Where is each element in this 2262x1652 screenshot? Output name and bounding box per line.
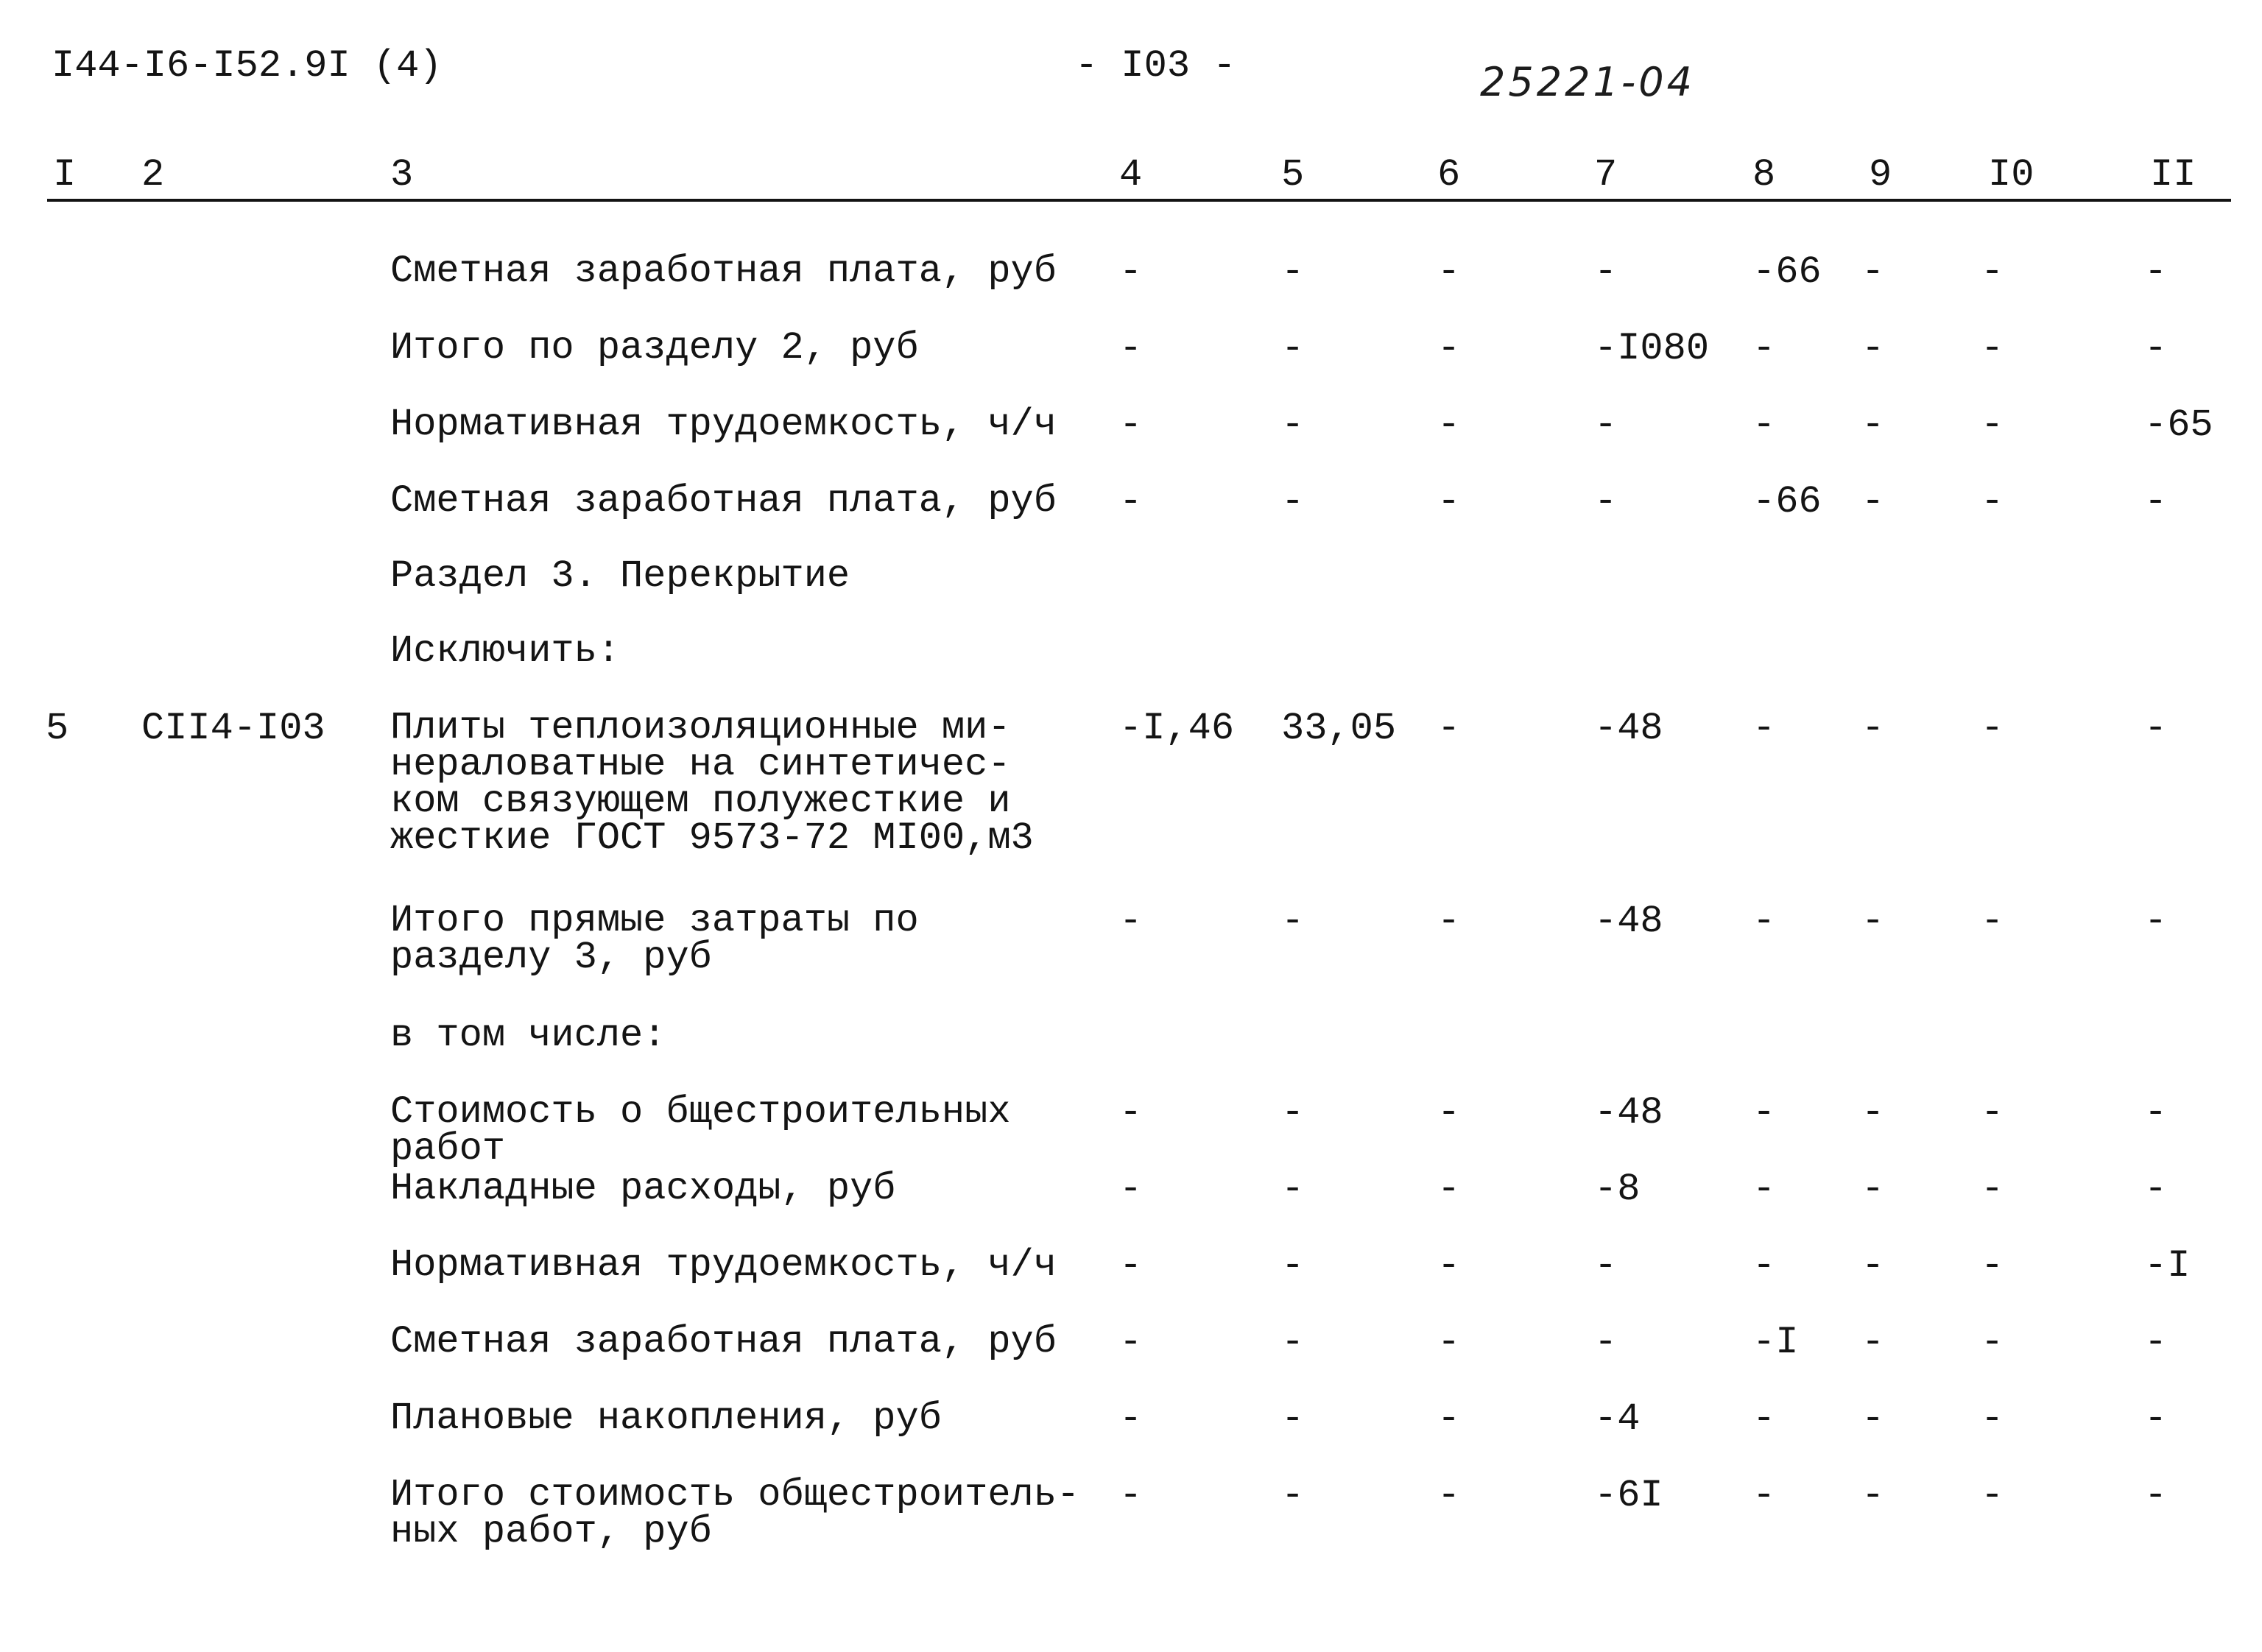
cell-c4: - bbox=[1119, 1321, 1143, 1364]
cell-c5: - bbox=[1281, 900, 1305, 943]
cell-c7: - bbox=[1594, 250, 1618, 294]
cell-c3: Раздел 3. Перекрытие bbox=[390, 554, 850, 598]
cell-c6: - bbox=[1437, 403, 1461, 447]
cell-c9: - bbox=[1861, 403, 1885, 447]
cell-c10: - bbox=[1981, 250, 2004, 294]
cell-c2: СII4-I03 bbox=[141, 707, 325, 750]
cell-c10: - bbox=[1981, 1244, 2004, 1288]
column-number-8: 8 bbox=[1752, 153, 1776, 197]
cell-c4: - bbox=[1119, 250, 1143, 294]
cell-c4: - bbox=[1119, 403, 1143, 447]
cell-c3: Нормативная трудоемкость, ч/ч bbox=[390, 1243, 1057, 1287]
cell-c10: - bbox=[1981, 900, 2004, 943]
column-number-9: 9 bbox=[1869, 153, 1892, 197]
cell-c9: - bbox=[1861, 707, 1885, 750]
cell-c3: Сметная заработная плата, руб bbox=[390, 479, 1057, 523]
cell-c8: - bbox=[1752, 1091, 1776, 1134]
cell-c7: - bbox=[1594, 403, 1618, 447]
column-number-3: 3 bbox=[390, 153, 414, 197]
cell-c4: - bbox=[1119, 900, 1143, 943]
cell-c4: - bbox=[1119, 1474, 1143, 1517]
cell-c11: - bbox=[2144, 480, 2168, 523]
column-number-1: I bbox=[53, 153, 77, 197]
cell-c7: - bbox=[1594, 1244, 1618, 1288]
cell-c3: Сметная заработная плата, руб bbox=[390, 250, 1057, 293]
cell-c5: - bbox=[1281, 403, 1305, 447]
cell-c11: - bbox=[2144, 1397, 2168, 1441]
cell-c6: - bbox=[1437, 250, 1461, 294]
cell-c6: - bbox=[1437, 327, 1461, 370]
cell-c7: - bbox=[1594, 1321, 1618, 1364]
cell-c9: - bbox=[1861, 1397, 1885, 1441]
cell-c6: - bbox=[1437, 1091, 1461, 1134]
cell-c11: - bbox=[2144, 707, 2168, 750]
cell-c4: - bbox=[1119, 1397, 1143, 1441]
cell-c6: - bbox=[1437, 1321, 1461, 1364]
handwritten-code: 25221-04 bbox=[1480, 59, 1695, 105]
cell-c6: - bbox=[1437, 707, 1461, 750]
cell-c8: - bbox=[1752, 403, 1776, 447]
cell-c3: Итого стоимость общестроитель- ных работ, руб bbox=[390, 1473, 1080, 1553]
cell-c10: - bbox=[1981, 480, 2004, 523]
cell-c8: - bbox=[1752, 1244, 1776, 1288]
column-number-5: 5 bbox=[1281, 153, 1305, 197]
cell-c11: -65 bbox=[2144, 403, 2213, 447]
cell-c5: - bbox=[1281, 1474, 1305, 1517]
cell-c7: -48 bbox=[1594, 1091, 1663, 1134]
cell-c4: - bbox=[1119, 1091, 1143, 1134]
cell-c6: - bbox=[1437, 900, 1461, 943]
cell-c1: 5 bbox=[46, 707, 69, 750]
cell-c8: -I bbox=[1752, 1321, 1799, 1364]
cell-c10: - bbox=[1981, 707, 2004, 750]
column-number-10: I0 bbox=[1988, 153, 2034, 197]
cell-c8: -66 bbox=[1752, 250, 1822, 294]
cell-c11: - bbox=[2144, 1321, 2168, 1364]
cell-c5: - bbox=[1281, 327, 1305, 370]
cell-c4: -I,46 bbox=[1119, 707, 1235, 750]
cell-c3: Исключить: bbox=[390, 629, 621, 673]
cell-c10: - bbox=[1981, 1168, 2004, 1211]
cell-c9: - bbox=[1861, 1321, 1885, 1364]
cell-c9: - bbox=[1861, 1168, 1885, 1211]
cell-c8: - bbox=[1752, 1168, 1776, 1211]
cell-c10: - bbox=[1981, 403, 2004, 447]
cell-c7: -48 bbox=[1594, 707, 1663, 750]
cell-c10: - bbox=[1981, 1091, 2004, 1134]
header-rule bbox=[47, 199, 2231, 202]
cell-c6: - bbox=[1437, 1244, 1461, 1288]
cell-c9: - bbox=[1861, 327, 1885, 370]
cell-c9: - bbox=[1861, 1244, 1885, 1288]
cell-c7: -4 bbox=[1594, 1397, 1641, 1441]
cell-c8: - bbox=[1752, 707, 1776, 750]
cell-c8: - bbox=[1752, 900, 1776, 943]
cell-c4: - bbox=[1119, 327, 1143, 370]
column-number-11: II bbox=[2150, 153, 2196, 197]
cell-c11: - bbox=[2144, 1168, 2168, 1211]
cell-c7: - bbox=[1594, 480, 1618, 523]
cell-c10: - bbox=[1981, 327, 2004, 370]
cell-c8: - bbox=[1752, 327, 1776, 370]
column-number-4: 4 bbox=[1119, 153, 1143, 197]
cell-c8: - bbox=[1752, 1397, 1776, 1441]
cell-c3: Плиты теплоизоляционные ми- нераловатные на синтетичес- ком связующем полужесткие и жесткие ГОСТ 9573-72 МI00,м3 bbox=[390, 706, 1034, 860]
cell-c3: Стоимость о бщестроительных работ bbox=[390, 1090, 1011, 1171]
cell-c6: - bbox=[1437, 1168, 1461, 1211]
cell-c9: - bbox=[1861, 250, 1885, 294]
cell-c7: -6I bbox=[1594, 1474, 1663, 1517]
cell-c5: - bbox=[1281, 1244, 1305, 1288]
cell-c11: - bbox=[2144, 327, 2168, 370]
cell-c10: - bbox=[1981, 1474, 2004, 1517]
cell-c6: - bbox=[1437, 1474, 1461, 1517]
column-number-2: 2 bbox=[141, 153, 165, 197]
cell-c8: -66 bbox=[1752, 480, 1822, 523]
cell-c5: 33,05 bbox=[1281, 707, 1397, 750]
document-code: I44-I6-I52.9I (4) bbox=[52, 44, 443, 88]
column-number-6: 6 bbox=[1437, 153, 1461, 197]
cell-c7: -48 bbox=[1594, 900, 1663, 943]
cell-c3: Сметная заработная плата, руб bbox=[390, 1320, 1057, 1363]
cell-c9: - bbox=[1861, 480, 1885, 523]
cell-c11: - bbox=[2144, 250, 2168, 294]
cell-c10: - bbox=[1981, 1321, 2004, 1364]
cell-c11: - bbox=[2144, 1091, 2168, 1134]
cell-c3: Итого по разделу 2, руб bbox=[390, 326, 919, 370]
cell-c3: Итого прямые затраты по разделу 3, руб bbox=[390, 899, 919, 979]
cell-c5: - bbox=[1281, 250, 1305, 294]
cell-c3: Нормативная трудоемкость, ч/ч bbox=[390, 403, 1057, 446]
cell-c3: в том числе: bbox=[390, 1014, 666, 1057]
cell-c4: - bbox=[1119, 1244, 1143, 1288]
cell-c9: - bbox=[1861, 1474, 1885, 1517]
cell-c5: - bbox=[1281, 1168, 1305, 1211]
cell-c5: - bbox=[1281, 1321, 1305, 1364]
cell-c9: - bbox=[1861, 900, 1885, 943]
cell-c4: - bbox=[1119, 480, 1143, 523]
cell-c6: - bbox=[1437, 1397, 1461, 1441]
cell-c5: - bbox=[1281, 1091, 1305, 1134]
cell-c11: - bbox=[2144, 900, 2168, 943]
cell-c6: - bbox=[1437, 480, 1461, 523]
cell-c9: - bbox=[1861, 1091, 1885, 1134]
page-number: - I03 - bbox=[1075, 44, 1236, 88]
cell-c5: - bbox=[1281, 1397, 1305, 1441]
cell-c10: - bbox=[1981, 1397, 2004, 1441]
cell-c3: Плановые накопления, руб bbox=[390, 1397, 942, 1440]
cell-c5: - bbox=[1281, 480, 1305, 523]
column-number-7: 7 bbox=[1594, 153, 1618, 197]
cell-c11: - bbox=[2144, 1474, 2168, 1517]
cell-c4: - bbox=[1119, 1168, 1143, 1211]
cell-c3: Накладные расходы, руб bbox=[390, 1167, 896, 1210]
cell-c11: -I bbox=[2144, 1244, 2191, 1288]
cell-c7: -8 bbox=[1594, 1168, 1641, 1211]
cell-c7: -I080 bbox=[1594, 327, 1710, 370]
cell-c8: - bbox=[1752, 1474, 1776, 1517]
